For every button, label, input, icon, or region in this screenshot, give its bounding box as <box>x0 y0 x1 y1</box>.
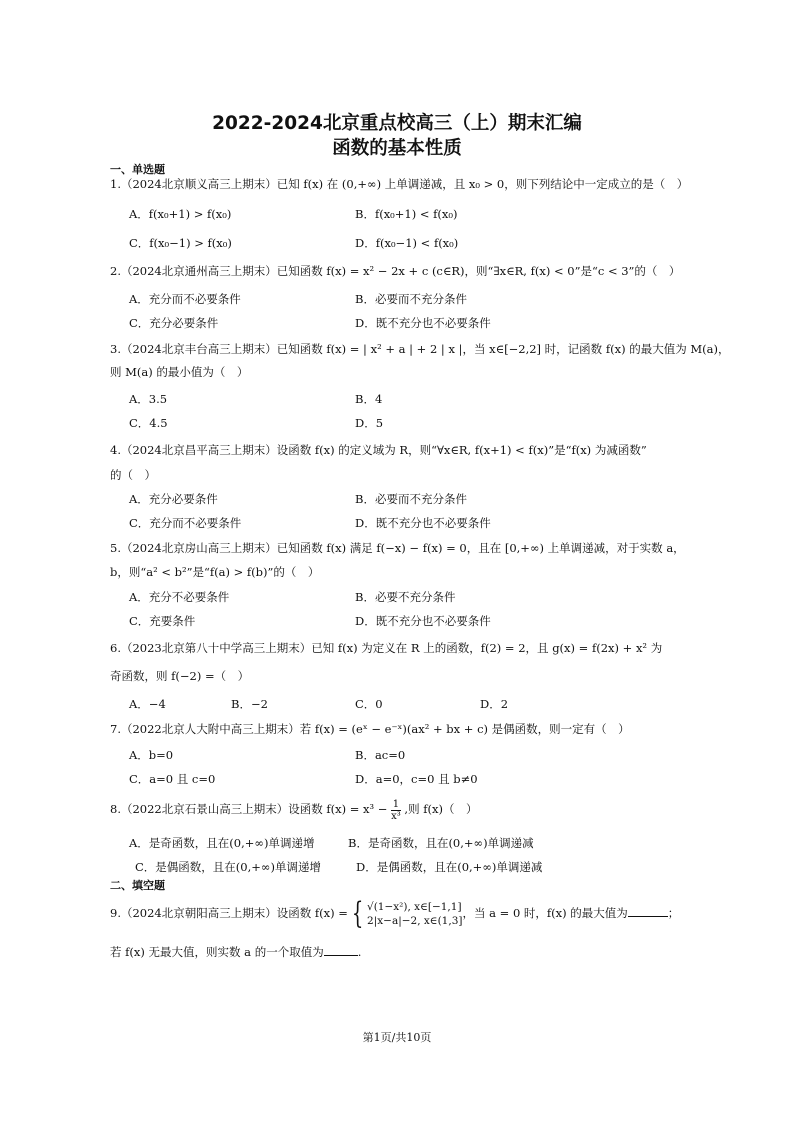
question-4-option-b: B．必要而不充分条件 <box>355 492 467 506</box>
question-9-stem-end: ； <box>667 906 680 920</box>
question-3-stem-cont: 则 M(a) 的最小值为（ ） <box>110 365 249 379</box>
question-8-option-c: C．是偶函数，且在(0,+∞)单调递增 <box>135 860 321 874</box>
question-8-stem <box>110 796 477 822</box>
question-3-option-b: B．4 <box>355 392 383 406</box>
question-8-stem-pre: 8.（2022北京石景山高三上期末）设函数 f(x) = x³ − <box>110 802 388 816</box>
question-9-line-2 <box>110 944 361 960</box>
question-8-stem-post: ,则 f(x)（ ） <box>404 802 478 816</box>
answer-blank-2 <box>324 945 358 956</box>
question-7-stem: 7.（2022北京人大附中高三上期末）若 f(x) = (eˣ − e⁻ˣ)(ax² + bx + c) 是偶函数，则一定有（ ） <box>110 722 630 736</box>
question-7-option-a: A．b=0 <box>129 748 174 762</box>
question-4-option-a: A．充分必要条件 <box>129 492 218 506</box>
question-2-option-d: D．既不充分也不必要条件 <box>355 316 491 330</box>
question-6-stem-cont: 奇函数，则 f(−2) =（ ） <box>110 669 250 683</box>
question-6-option-c: C．0 <box>355 697 383 711</box>
question-7-option-c: C．a=0 且 c=0 <box>129 772 216 786</box>
question-2-option-b: B．必要而不充分条件 <box>355 292 467 306</box>
question-1-option-d: D．f(x₀−1) < f(x₀) <box>355 236 459 250</box>
question-4-option-c: C．充分而不必要条件 <box>129 516 242 530</box>
question-4-option-d: D．既不充分也不必要条件 <box>355 516 491 530</box>
question-8-option-d: D．是偶函数，且在(0,+∞)单调递减 <box>356 860 543 874</box>
question-6-option-b: B．−2 <box>231 697 268 711</box>
question-1-option-c: C．f(x₀−1) > f(x₀) <box>129 236 232 250</box>
question-5-stem: 5.（2024北京房山高三上期末）已知函数 f(x) 满足 f(−x) − f(x) = 0，且在 [0,+∞) 上单调递减，对于实数 a， <box>110 541 685 555</box>
piecewise-brace: { <box>351 896 364 931</box>
question-1-option-a: A．f(x₀+1) > f(x₀) <box>129 207 232 221</box>
question-8-fraction-denominator: x³ <box>391 810 401 822</box>
answer-blank-1 <box>628 906 668 917</box>
question-3-option-d: D．5 <box>355 416 384 430</box>
question-9-line2-pre: 若 f(x) 无最大值，则实数 a 的一个取值为 <box>110 945 324 959</box>
question-1-stem: 1.（2024北京顺义高三上期末）已知 f(x) 在 (0,+∞) 上单调递减，且 x₀ > 0，则下列结论中一定成立的是（ ） <box>110 177 689 191</box>
piecewise-case-1: √(1−x²), x∈[−1,1] <box>367 901 462 913</box>
question-5-option-d: D．既不充分也不必要条件 <box>355 614 491 628</box>
question-4-stem-cont: 的（ ） <box>110 468 156 482</box>
question-8-fraction <box>391 799 401 822</box>
page-footer: 第1页/共10页 <box>362 1031 432 1044</box>
question-7-option-d: D．a=0，c=0 且 b≠0 <box>355 772 478 786</box>
question-5-option-b: B．必要不充分条件 <box>355 590 456 604</box>
question-9-stem-mid: ，当 a = 0 时，f(x) 的最大值为 <box>462 906 628 920</box>
question-4-stem: 4.（2024北京昌平高三上期末）设函数 f(x) 的定义域为 R，则“∀x∈R, f(x+1) < f(x)”是“f(x) 为减函数” <box>110 443 647 457</box>
question-1-option-b: B．f(x₀+1) < f(x₀) <box>355 207 458 221</box>
question-6-stem: 6.（2023北京第八十中学高三上期末）已知 f(x) 为定义在 R 上的函数，f(2) = 2，且 g(x) = f(2x) + x² 为 <box>110 641 663 655</box>
question-3-option-a: A．3.5 <box>129 392 168 406</box>
question-8-fraction-numerator: 1 <box>392 798 400 810</box>
question-9-line2-end: . <box>357 945 362 959</box>
question-9-stem <box>110 896 679 930</box>
question-5-option-c: C．充要条件 <box>129 614 196 628</box>
section-heading-fill-blank: 二、填空题 <box>110 879 165 892</box>
question-3-stem: 3.（2024北京丰台高三上期末）已知函数 f(x) = | x² + a | + 2 | x |，当 x∈[−2,2] 时，记函数 f(x) 的最大值为 M(a)， <box>110 342 730 356</box>
question-9-stem-pre: 9.（2024北京朝阳高三上期末）设函数 f(x) = <box>110 906 348 920</box>
question-8-option-a: A．是奇函数，且在(0,+∞)单调递增 <box>129 836 315 850</box>
question-7-option-b: B．ac=0 <box>355 748 406 762</box>
document-subtitle: 函数的基本性质 <box>332 138 462 159</box>
question-5-stem-cont: b，则“a² < b²”是“f(a) > f(b)”的（ ） <box>110 565 320 579</box>
document-title: 2022-2024北京重点校高三（上）期末汇编 <box>212 113 582 134</box>
question-5-option-a: A．充分不必要条件 <box>129 590 230 604</box>
section-heading-single-choice: 一、单选题 <box>110 163 165 176</box>
question-6-option-d: D．2 <box>480 697 509 711</box>
question-2-option-c: C．充分必要条件 <box>129 316 219 330</box>
piecewise-cases <box>367 900 462 928</box>
question-6-option-a: A．−4 <box>129 697 166 711</box>
question-8-option-b: B．是奇函数，且在(0,+∞)单调递减 <box>348 836 534 850</box>
question-3-option-c: C．4.5 <box>129 416 168 430</box>
question-2-option-a: A．充分而不必要条件 <box>129 292 241 306</box>
question-2-stem: 2.（2024北京通州高三上期末）已知函数 f(x) = x² − 2x + c (c∈R)，则“∃x∈R, f(x) < 0”是“c < 3”的（ ） <box>110 264 681 278</box>
piecewise-case-2: 2|x−a|−2, x∈(1,3] <box>367 915 463 927</box>
